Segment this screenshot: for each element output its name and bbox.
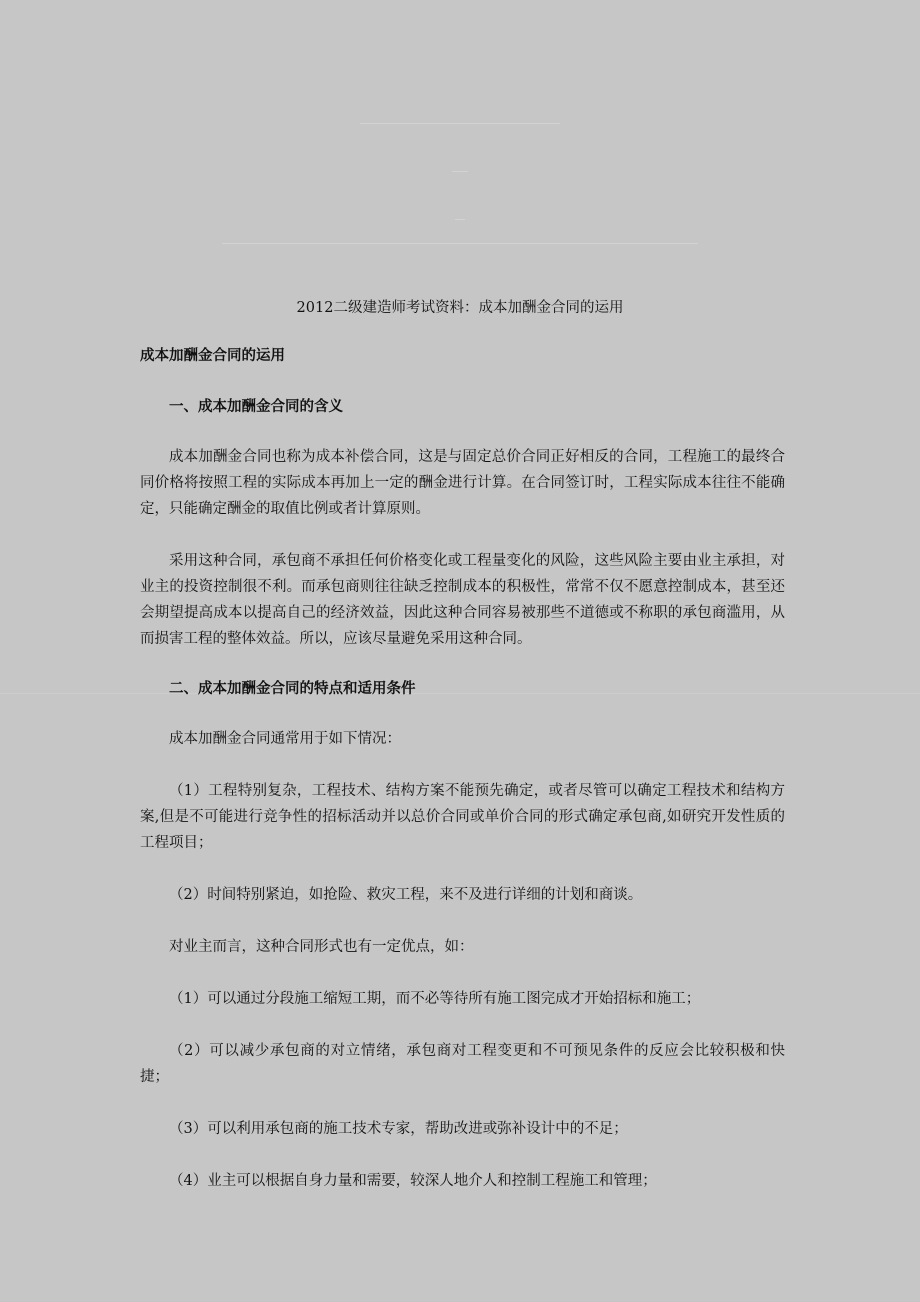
paragraph: （2）可以减少承包商的对立情绪，承包商对工程变更和不可预见条件的反应会比较积极和快捷； [140,1043,785,1085]
paragraph: 对业主而言，这种合同形式也有一定优点，如： [169,939,474,955]
paragraph: 采用这种合同，承包商不承担任何价格变化或工程量变化的风险，这些风险主要由业主承担，对业主的投资控制很不利。而承包商则往往缺乏控制成本的积极性，常常不仅不愿意控制成本，甚至还会期望提高成本以提高自己的经济效益，因此这种合同容易被那些不道德或不称职的承包商滥用，从而损害工程的整体效益。所以，应该尽量避免采用这种合同。 [140,553,785,647]
decorative-rule [222,243,698,244]
paragraph: （3）可以利用承包商的施工技术专家，帮助改进或弥补设计中的不足； [169,1121,628,1137]
main-heading: 成本加酬金合同的运用 [140,348,285,364]
paragraph: （2）时间特别紧迫，如抢险、救灾工程，来不及进行详细的计划和商谈。 [169,887,643,903]
paragraph: 成本加酬金合同通常用于如下情况： [169,731,401,747]
section-heading: 一、成本加酬金合同的含义 [169,399,343,415]
document-title: 2012二级建造师考试资料：成本加酬金合同的运用 [296,300,624,316]
paragraph: （4）业主可以根据自身力量和需要，较深人地介人和控制工程施工和管理； [169,1173,657,1189]
decorative-rule [360,123,560,124]
section-heading: 二、成本加酬金合同的特点和适用条件 [169,681,416,697]
paragraph: （1）可以通过分段施工缩短工期，而不必等待所有施工图完成才开始招标和施工； [169,991,701,1007]
decorative-rule [455,219,465,220]
decorative-rule [452,171,468,172]
paragraph: （1）工程特别复杂，工程技术、结构方案不能预先确定，或者尽管可以确定工程技术和结构方案,但是不可能进行竞争性的招标活动并以总价合同或单价合同的形式确定承包商,如研究开发性质的工程项目； [140,783,785,851]
document-body [140,345,785,1220]
paragraph: 成本加酬金合同也称为成本补偿合同，这是与固定总价合同正好相反的合同，工程施工的最终合同价格将按照工程的实际成本再加上一定的酬金进行计算。在合同签订时，工程实际成本往往不能确定，只能确定酬金的取值比例或者计算原则。 [140,449,785,517]
